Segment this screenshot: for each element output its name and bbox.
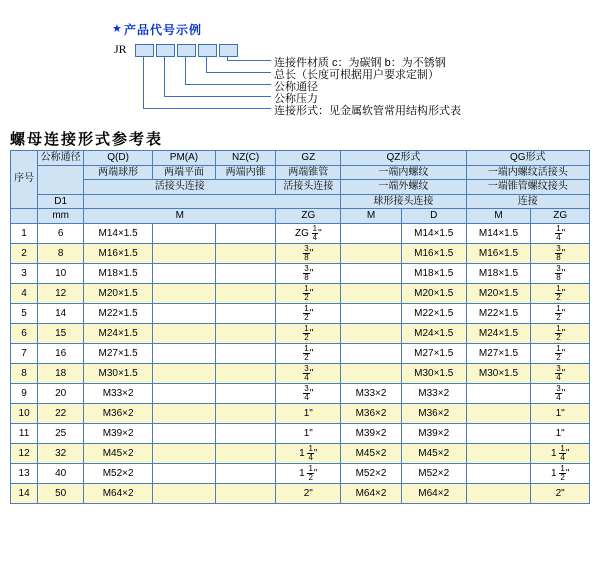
row-dn: 22	[38, 403, 84, 423]
row-nz	[215, 443, 276, 463]
row-q: M64×2	[84, 483, 153, 503]
legend-title: 产品代号示例	[124, 23, 203, 37]
code-box-3	[177, 44, 196, 57]
table-row	[11, 423, 590, 443]
row-qz-d: M39×2	[401, 423, 466, 443]
row-qg-zg: $\frac{3}{4}$ "	[531, 383, 590, 403]
row-nz	[215, 223, 276, 243]
row-serial: 13	[11, 463, 38, 483]
code-box-5	[219, 44, 238, 57]
row-dn: 10	[38, 263, 84, 283]
header-serial: 序号	[11, 151, 38, 209]
row-gz: 1"	[276, 423, 341, 443]
row-nz	[215, 403, 276, 423]
leader-v-4	[206, 56, 207, 72]
header-gz-desc1: 两端锥管	[276, 165, 341, 180]
row-qz-d: M14×1.5	[401, 223, 466, 243]
row-serial: 1	[11, 223, 38, 243]
row-qz-m	[341, 303, 402, 323]
row-serial: 10	[11, 403, 38, 423]
row-dn: 50	[38, 483, 84, 503]
row-serial: 14	[11, 483, 38, 503]
row-qg-zg: $\frac{1}{4}$ "	[531, 223, 590, 243]
row-qg-m: M22×1.5	[466, 303, 531, 323]
row-pm	[153, 323, 216, 343]
row-pm	[153, 363, 216, 383]
row-qg-m	[466, 423, 531, 443]
row-nz	[215, 423, 276, 443]
row-q: M39×2	[84, 423, 153, 443]
row-gz: $\frac{1}{2}$ "	[276, 323, 341, 343]
row-gz: $\frac{3}{8}$ "	[276, 263, 341, 283]
row-dn: 16	[38, 343, 84, 363]
row-qz-d: M18×1.5	[401, 263, 466, 283]
header-qg-desc1: 一端内螺纹活接头	[466, 165, 589, 180]
header-unit-blank	[11, 209, 38, 224]
code-box-1	[135, 44, 154, 57]
row-dn: 8	[38, 243, 84, 263]
row-qz-d: M33×2	[401, 383, 466, 403]
row-nz	[215, 383, 276, 403]
code-box-2	[156, 44, 175, 57]
table-row	[11, 283, 590, 303]
row-pm	[153, 403, 216, 423]
row-dn: 32	[38, 443, 84, 463]
row-qz-m: M39×2	[341, 423, 402, 443]
callout-nominal-diameter: 公称通径	[274, 81, 318, 93]
table-row	[11, 443, 590, 463]
table-row	[11, 343, 590, 363]
header-dn-blank	[38, 165, 84, 194]
callout-length: 总长（长度可根据用户要求定制）	[274, 69, 439, 81]
row-qg-zg: $\frac{1}{2}$ "	[531, 343, 590, 363]
star-icon: ★	[112, 23, 122, 35]
row-qz-d: M64×2	[401, 483, 466, 503]
row-gz: $\frac{1}{2}$ "	[276, 283, 341, 303]
header-nz-desc1: 两端内锥	[215, 165, 276, 180]
header-group-code-q: Q(D)	[84, 151, 153, 166]
row-qg-m: M14×1.5	[466, 223, 531, 243]
leader-v-2	[164, 56, 165, 96]
header-row-desc3	[11, 194, 590, 209]
row-q: M27×1.5	[84, 343, 153, 363]
header-qz-desc2: 一端外螺纹	[341, 180, 466, 195]
row-gz: $\frac{3}{8}$ "	[276, 243, 341, 263]
header-group-code-pm: PM(A)	[153, 151, 216, 166]
table-body	[11, 223, 590, 503]
row-nz	[215, 243, 276, 263]
row-qz-m: M36×2	[341, 403, 402, 423]
row-pm	[153, 423, 216, 443]
row-qz-d: M24×1.5	[401, 323, 466, 343]
row-qg-zg: $\frac{1}{2}$ "	[531, 323, 590, 343]
row-pm	[153, 463, 216, 483]
row-dn: 15	[38, 323, 84, 343]
leader-h-2	[164, 96, 271, 97]
table-row	[11, 383, 590, 403]
header-unit-m: M	[84, 209, 276, 224]
row-serial: 5	[11, 303, 38, 323]
row-serial: 11	[11, 423, 38, 443]
row-dn: 14	[38, 303, 84, 323]
row-qz-d: M16×1.5	[401, 243, 466, 263]
row-pm	[153, 223, 216, 243]
row-qg-m	[466, 383, 531, 403]
row-pm	[153, 243, 216, 263]
row-serial: 3	[11, 263, 38, 283]
row-gz: 1 $\frac{1}{2}$ "	[276, 463, 341, 483]
row-qz-m	[341, 243, 402, 263]
row-qg-m	[466, 443, 531, 463]
row-qg-m: M27×1.5	[466, 343, 531, 363]
row-qz-d: M22×1.5	[401, 303, 466, 323]
code-box-4	[198, 44, 217, 57]
row-pm	[153, 263, 216, 283]
header-gz-desc2: 活接头连接	[276, 180, 341, 195]
leader-h-4	[206, 72, 271, 73]
table-row	[11, 303, 590, 323]
row-q: M30×1.5	[84, 363, 153, 383]
row-nz	[215, 483, 276, 503]
row-pm	[153, 383, 216, 403]
row-qg-zg: 1"	[531, 423, 590, 443]
header-q-pm-nz-desc2: 活接头连接	[84, 180, 276, 195]
header-pm-desc1: 两端平面	[153, 165, 216, 180]
product-code-legend	[0, 0, 600, 128]
row-qg-m: M16×1.5	[466, 243, 531, 263]
row-serial: 7	[11, 343, 38, 363]
row-q: M22×1.5	[84, 303, 153, 323]
row-qz-d: M27×1.5	[401, 343, 466, 363]
row-dn: 6	[38, 223, 84, 243]
header-qz-desc3: 球形接头连接	[341, 194, 466, 209]
row-pm	[153, 483, 216, 503]
row-qz-m	[341, 263, 402, 283]
row-qz-m: M52×2	[341, 463, 402, 483]
row-qg-zg: 1"	[531, 403, 590, 423]
row-dn: 12	[38, 283, 84, 303]
row-q: M36×2	[84, 403, 153, 423]
nut-connection-table	[10, 150, 590, 504]
row-serial: 4	[11, 283, 38, 303]
leader-h-5	[227, 60, 271, 61]
row-dn: 40	[38, 463, 84, 483]
header-blank-span	[84, 194, 341, 209]
row-gz: 1"	[276, 403, 341, 423]
row-qg-zg: $\frac{3}{8}$ "	[531, 263, 590, 283]
row-pm	[153, 283, 216, 303]
row-nz	[215, 343, 276, 363]
row-serial: 8	[11, 363, 38, 383]
row-dn: 18	[38, 363, 84, 383]
header-row-desc1	[11, 165, 590, 180]
header-q-desc1: 两端球形	[84, 165, 153, 180]
callout-material: 连接件材质 c：为碳钢 b：为不锈钢	[274, 57, 446, 69]
row-qg-m	[466, 483, 531, 503]
table-row	[11, 263, 590, 283]
header-qg-desc2: 一端锥管螺纹接头	[466, 180, 589, 195]
header-qg-desc3: 连接	[466, 194, 589, 209]
callout-connection-type: 连接形式：见金属软管常用结构形式表	[274, 105, 461, 117]
row-qz-m: M45×2	[341, 443, 402, 463]
row-serial: 2	[11, 243, 38, 263]
row-q: M52×2	[84, 463, 153, 483]
table-row	[11, 363, 590, 383]
row-serial: 12	[11, 443, 38, 463]
row-q: M33×2	[84, 383, 153, 403]
row-qz-m	[341, 343, 402, 363]
row-serial: 9	[11, 383, 38, 403]
header-row-units	[11, 209, 590, 224]
row-qg-m	[466, 403, 531, 423]
header-group-code-nz: NZ(C)	[215, 151, 276, 166]
table-header	[11, 151, 590, 224]
leader-v-3	[185, 56, 186, 84]
table-row	[11, 403, 590, 423]
row-qz-m: M64×2	[341, 483, 402, 503]
header-unit-mm: mm	[38, 209, 84, 224]
header-group-code-gz: GZ	[276, 151, 341, 166]
row-dn: 25	[38, 423, 84, 443]
row-gz: $\frac{1}{2}$ "	[276, 303, 341, 323]
header-d1: D1	[38, 194, 84, 209]
row-qz-d: M52×2	[401, 463, 466, 483]
row-qg-m: M18×1.5	[466, 263, 531, 283]
row-serial: 6	[11, 323, 38, 343]
header-unit-qz-d: D	[401, 209, 466, 224]
table-row	[11, 483, 590, 503]
row-qg-zg: 1 $\frac{1}{2}$ "	[531, 463, 590, 483]
header-row-code	[11, 151, 590, 166]
row-pm	[153, 303, 216, 323]
row-qg-zg: $\frac{1}{2}$ "	[531, 303, 590, 323]
row-gz: $\frac{3}{4}$ "	[276, 383, 341, 403]
row-qg-m: M30×1.5	[466, 363, 531, 383]
row-qz-m	[341, 363, 402, 383]
header-group-code-qz: QZ形式	[341, 151, 466, 166]
row-qg-zg: 1 $\frac{1}{4}$ "	[531, 443, 590, 463]
header-unit-qg-zg: ZG	[531, 209, 590, 224]
row-pm	[153, 443, 216, 463]
header-unit-qg-m: M	[466, 209, 531, 224]
row-nz	[215, 283, 276, 303]
page-title: 螺母连接形式参考表	[10, 131, 164, 148]
row-qg-m: M20×1.5	[466, 283, 531, 303]
row-qg-m	[466, 463, 531, 483]
header-unit-zg: ZG	[276, 209, 341, 224]
row-qg-zg: $\frac{3}{4}$ "	[531, 363, 590, 383]
row-nz	[215, 303, 276, 323]
row-qz-m	[341, 283, 402, 303]
header-row-desc2	[11, 180, 590, 195]
row-qz-d: M30×1.5	[401, 363, 466, 383]
row-nz	[215, 323, 276, 343]
row-nz	[215, 263, 276, 283]
leader-h-3	[185, 84, 271, 85]
row-nz	[215, 463, 276, 483]
row-q: M16×1.5	[84, 243, 153, 263]
row-qz-d: M45×2	[401, 443, 466, 463]
row-qz-m	[341, 323, 402, 343]
row-qz-m: M33×2	[341, 383, 402, 403]
row-q: M20×1.5	[84, 283, 153, 303]
leader-h-1	[143, 108, 271, 109]
table-row	[11, 323, 590, 343]
header-group-code-qg: QG形式	[466, 151, 589, 166]
row-q: M24×1.5	[84, 323, 153, 343]
row-nz	[215, 363, 276, 383]
table-row	[11, 243, 590, 263]
header-qz-desc1: 一端内螺纹	[341, 165, 466, 180]
row-q: M45×2	[84, 443, 153, 463]
row-qg-m: M24×1.5	[466, 323, 531, 343]
row-gz: 1 $\frac{1}{4}$ "	[276, 443, 341, 463]
table-row	[11, 223, 590, 243]
table-row	[11, 463, 590, 483]
row-qz-m	[341, 223, 402, 243]
row-pm	[153, 343, 216, 363]
leader-v-1	[143, 56, 144, 108]
row-gz: ZG $\frac{1}{4}$ "	[276, 223, 341, 243]
row-qz-d: M20×1.5	[401, 283, 466, 303]
row-qg-zg: $\frac{1}{2}$ "	[531, 283, 590, 303]
callout-nominal-pressure: 公称压力	[274, 93, 318, 105]
row-q: M14×1.5	[84, 223, 153, 243]
header-unit-qz-m: M	[341, 209, 402, 224]
header-dn: 公称通径	[38, 151, 84, 166]
code-prefix: JR	[114, 42, 127, 56]
row-gz: $\frac{1}{2}$ "	[276, 343, 341, 363]
row-qg-zg: $\frac{3}{8}$ "	[531, 243, 590, 263]
row-qz-d: M36×2	[401, 403, 466, 423]
row-gz: 2"	[276, 483, 341, 503]
row-q: M18×1.5	[84, 263, 153, 283]
row-gz: $\frac{3}{4}$ "	[276, 363, 341, 383]
row-dn: 20	[38, 383, 84, 403]
row-qg-zg: 2"	[531, 483, 590, 503]
